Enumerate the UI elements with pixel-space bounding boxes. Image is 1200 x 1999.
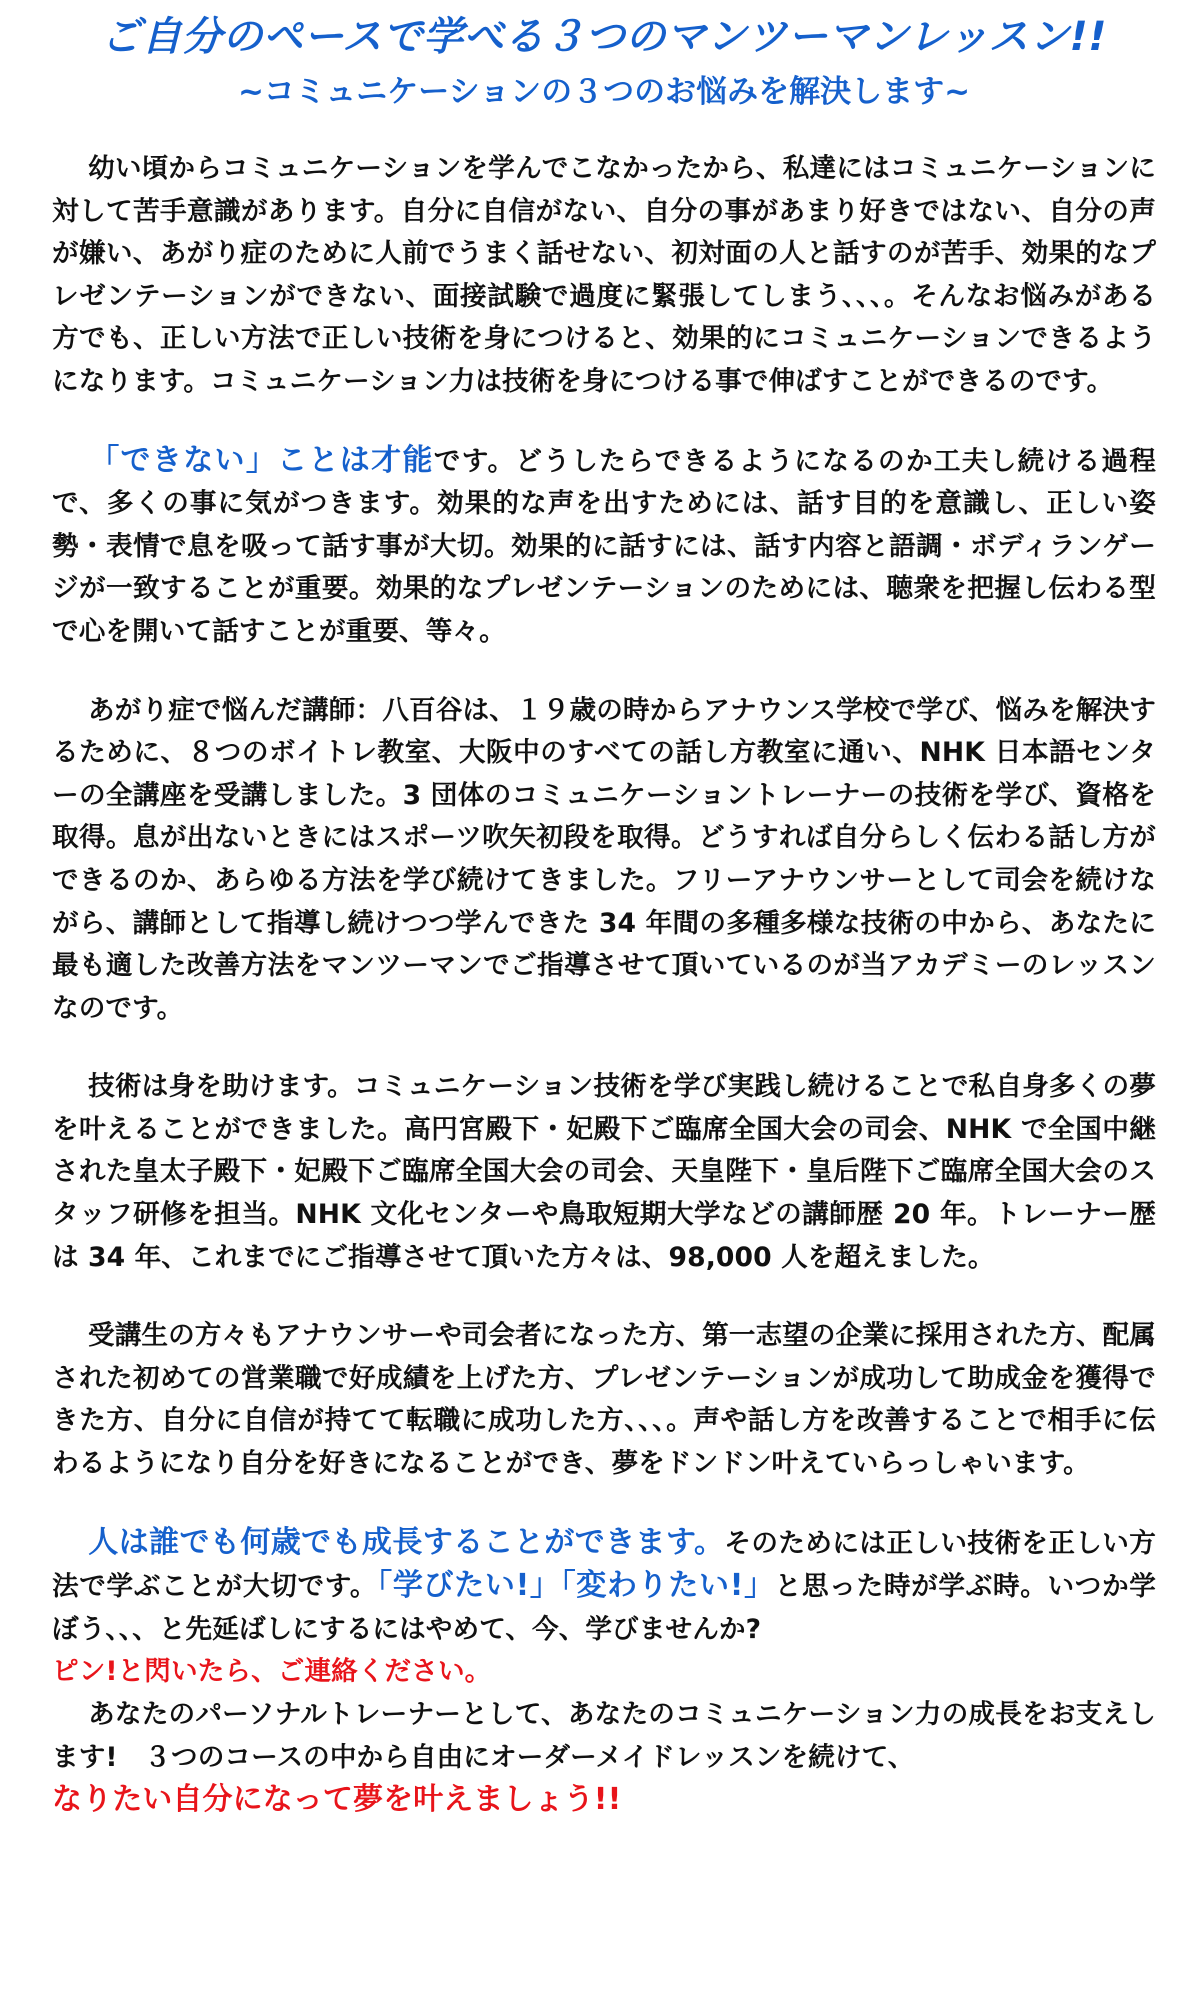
talent-paragraph [52, 440, 1156, 654]
instructor-paragraph [52, 690, 1156, 1031]
growth-quote-learn: 「学びたい!」 [377, 1568, 561, 1604]
growth-highlight: 人は誰でも何歳でも成長することができます。 [88, 1524, 725, 1560]
intro-text: 幼い頃からコミュニケーションを学んでこなかったから、私達にはコミュニケーションに対して苦手意識があります。自分に自信がない、自分の事があまり好きではない、自分の声が嫌い、あがり症のために人前でうまく話せない、初対面の人と話すのが苦手、効果的なプレゼンテーションができない、面接試験で過度に緊張してしまう、、、。そんなお悩みがある方でも、正しい方法で正しい技術を身につけると、効果的にコミュニケーションできるようになります。コミュニケーション力は技術を身につける事で伸ばすことができるのです。 [52, 153, 1156, 397]
growth-paragraph [52, 1522, 1156, 1694]
instructor-text: あがり症で悩んだ講師：八百谷は、１９歳の時からアナウンス学校で学び、悩みを解決するために、８つのボイトレ教室、大阪中のすべての話し方教室に通い、NHK 日本語センターの全講座を受講しました。3 団体のコミュニケーショントレーナーの技術を学び、資格を取得。息が出ないときにはスポーツ吹矢初段を取得。どうすれば自分らしく伝わる話し方ができるのか、あらゆる方法を学び続けてきました。フリーアナウンサーとして司会を続けながら、講師として指導し続けつつ学んできた 34 年間の多種多様な技術の中から、あなたに最も適した改善方法をマンツーマンでご指導させて頂いているのが当アカデミーのレッスンなのです。 [52, 694, 1156, 1024]
closing-highlight: なりたい自分になって夢を叶えましょう!! [52, 1782, 622, 1818]
career-text: 技術は身を助けます。コミュニケーション技術を学び実践し続けることで私自身多くの夢を叶えることができました。高円宮殿下・妃殿下ご臨席全国大会の司会、NHK で全国中継された皇太子殿下・妃殿下ご臨席全国大会の司会、天皇陛下・皇后陛下ご臨席全国大会のスタッフ研修を担当。NHK 文化センターや鳥取短期大学などの講師歴 20 年。トレーナー歴は 34 年、これまでにご指導させて頂いた方々は、98,000 人を超えました。 [52, 1071, 1156, 1273]
growth-text-2: と思った時が学ぶ時。いつか学ぼう、、、と先延ばしにするにはやめて、今、学びませんか? [52, 1571, 1157, 1645]
closing-paragraph [52, 1694, 1156, 1823]
students-text: 受講生の方々もアナウンサーや司会者になった方、第一志望の企業に採用された方、配属された初めての営業職で好成績を上げた方、プレゼンテーションが成功して助成金を獲得できた方、自分に自信が持てて転職に成功した方、、、。声や話し方を改善することで相手に伝わるようになり自分を好きになることができ、夢をドンドン叶えていらっしゃいます。 [52, 1320, 1156, 1480]
students-paragraph [52, 1315, 1156, 1485]
growth-quote-change: 「変わりたい!」 [560, 1568, 775, 1604]
growth-text-1: そのためには正しい技術を正しい方法で学ぶことが大切です。 [52, 1527, 1156, 1603]
career-paragraph [52, 1066, 1156, 1279]
page-title: ご自分のペースで学べる３つのマンツーマンレッスン!! [100, 14, 1108, 60]
closing-text: あなたのパーソナルトレーナーとして、あなたのコミュニケーション力の成長をお支えします! ３つのコースの中から自由にオーダーメイドレッスンを続けて、 [52, 1699, 1156, 1773]
talent-highlight: 「できない」ことは才能 [88, 442, 434, 478]
page-subtitle: ~コミュニケーションの３つのお悩みを解決します~ [237, 74, 971, 110]
contact-call: ピン!と閃いたら、ご連絡ください。 [52, 1656, 492, 1688]
talent-text: です。どうしたらできるようになるのか工夫し続ける過程で、多くの事に気がつきます。効果的な声を出すためには、話す目的を意識し、正しい姿勢・表情で息を吸って話す事が大切。効果的に話すには、話す内容と語調・ボディランゲージが一致することが重要。効果的なプレゼンテーションのためには、聴衆を把握し伝わる型で心を開いて話すことが重要、等々。 [52, 445, 1156, 647]
intro-paragraph [52, 148, 1156, 404]
